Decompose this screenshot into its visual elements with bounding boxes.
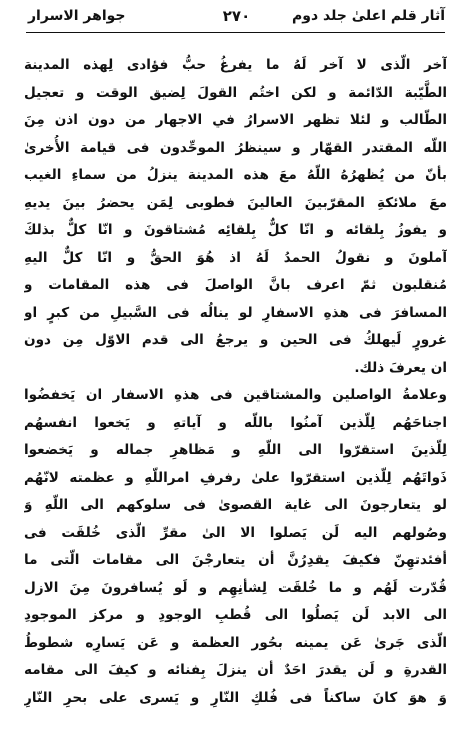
text-line: الطّالب و لئلا تظهر الاسرارُ في الاجهار من دون اذن مِنَ <box>24 112 447 128</box>
text-line: ان يعرفَ ذلك. <box>354 359 447 376</box>
text-line: آملونَ و نقولُ الحمدُ لَهُ اذ هُوَ الحقُّ و انّا كلٌّ اليهِ <box>24 249 447 266</box>
section-title: جواهر الاسرار <box>28 8 126 24</box>
text-line: أفئدتهِنّ فكيفَ يقدِرُنَّ أن يتعارجْنَ الى مقامات الّتى ما <box>24 552 447 568</box>
page-body <box>24 52 447 712</box>
text-line: قُدّرت لَهُم و ما خُلقَت لِشأنِهِم و لَو يُسافرونَ مِنَ الازل <box>24 579 447 596</box>
text-line: وَ هوَ كانَ ساكناً فى فُلكِ النّارِ و يَسرى على بحرِ النّارِ <box>24 689 447 706</box>
page-header <box>28 6 445 32</box>
header-divider <box>26 32 445 33</box>
text-line: اجناحَهُم لِلّذين آمنُوا باللّه و آياتهِ و يَخعوا انفسهُم <box>24 414 447 431</box>
text-line: مُنقلبون ثمّ اعرف بانَّ الواصلَ فى هذه المقامات و <box>24 277 447 293</box>
text-line: الطَّيّبة الدّائمة و لكن اختُم القولَ لِضيق الوقت و تعجيل <box>24 84 447 101</box>
text-line: و يفوزُ بِلقائه و انّا كلٌّ بِلقائِه مُشتاقونَ و انّا كلٌّ بذلكَ <box>24 222 447 238</box>
text-line: لو يتعارجونَ الى غاية القصوىٰ فى سلوكهم الى اللّهِ وَ <box>24 497 447 513</box>
text-line: لِلّذينَ استقرّوا الى اللّهِ و مَظاهرِ جماله و يَخضعوا <box>24 442 447 458</box>
text-line: الى الابد لَن يَصلُوا الى قُطبِ الوجودِ و مركز الموجودِ <box>24 607 447 623</box>
paragraph <box>24 52 447 382</box>
text-line: الّذى جَرىٰ عَن يمينه بحُور العظمة و عَن يَسارِه شطوطُ <box>24 634 447 651</box>
text-line: القدرةِ و لَن يقدرَ احَدٌ أن ينزلَ بِفنائه و كيفَ الى مقامه <box>24 662 447 678</box>
page-number: ٢٧٠ <box>222 7 251 25</box>
text-line: معَ ملائكةِ المقرّبينَ العالينَ فطوبى لِمَن يحضرُ بينَ يديهِ <box>24 194 447 211</box>
text-line: وصُولهم اليه لَن يَصلوا الا الىٰ مقرِّ الّذى خُلقَت فى <box>24 524 447 541</box>
text-line: المسافرَ فى هذهِ الاسفارِ لو ينالُه فى السَّبيلِ من كبرٍ او <box>24 304 447 321</box>
text-line: بأنّ من يُظهرُهُ اللّهُ معَ هذه المدينة ينزلُ من سماءِ الغيب <box>24 167 447 183</box>
paragraph <box>24 382 447 712</box>
text-line: ذَواتَهُم لِلّذين استقرّوا علىٰ رفرفِ امراللّهِ و عظمته لانّهُم <box>24 469 447 486</box>
text-line: آخر الّذى لا آخر لَهُ ما يفرغُ حبُّ فؤادى لِهذه المدينة <box>24 57 447 73</box>
text-line: وعلامةُ الواصلين والمشتاقين فى هذهِ الاسفار ان يَخفضُوا <box>24 387 447 403</box>
text-line: غرورٍ لَيهلكُ فى الحين و يرجعُ الى قدم الاوّل مِن دون <box>24 332 447 348</box>
book-title: آثار قلم اعلیٰ جلد دوم <box>291 8 445 24</box>
text-line: اللّه المقتدر القهّار و سينظرُ الموحِّدون فى قيامة الأُخرىٰ <box>24 139 447 156</box>
